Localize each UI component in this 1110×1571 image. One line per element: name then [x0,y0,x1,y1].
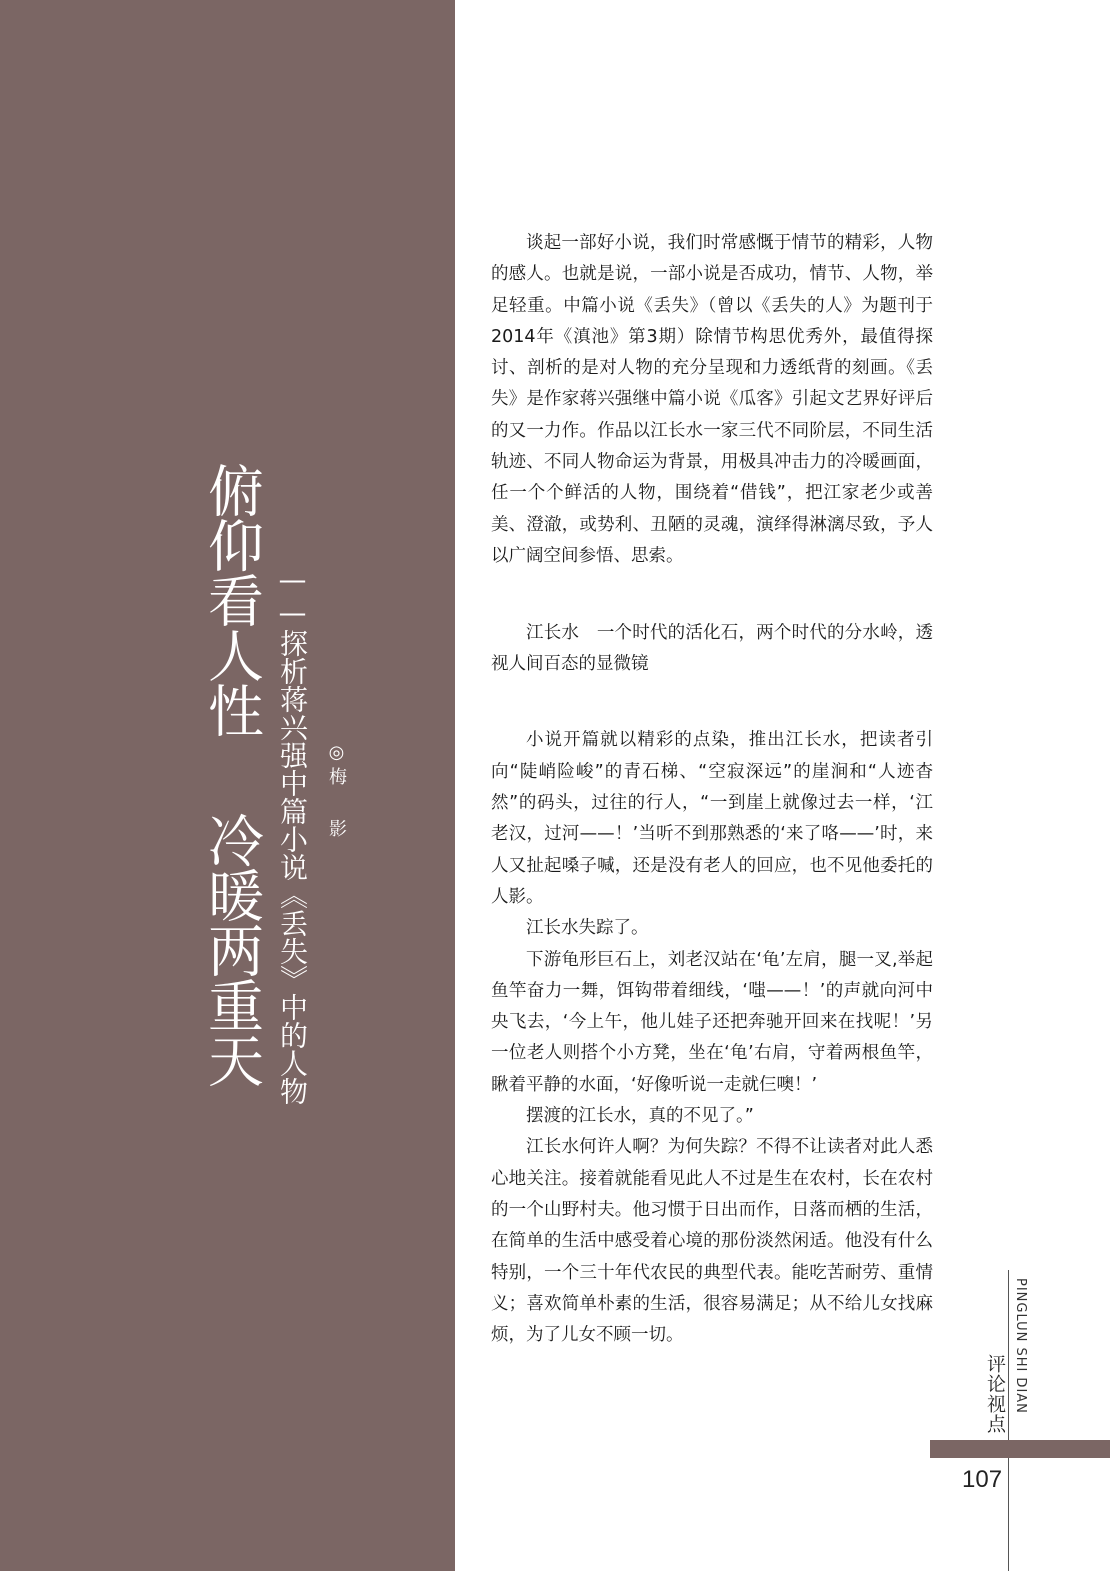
paragraph: 江长水何许人啊？为何失踪？不得不让读者对此人悉心地关注。接着就能看见此人不过是生在农村，长在农村的一个山野村夫。他习惯于日出而作，日落而栖的生活，在简单的生活中感受着心境的那份淡然闲适。他没有什么特别，一个三十年代农民的典型代表。能吃苦耐劳、重情义；喜欢简单朴素的生活，很容易满足；从不给儿女找麻烦，为了儿女不顾一切。 [491,1137,933,1346]
paragraph: 下游龟形巨石上，刘老汉站在‘龟’左肩，腿一叉,举起鱼竿奋力一舞，饵钩带着细线，‘嗤——！’的声就向河中央飞去，‘今上午，他儿娃子还把奔驰开回来在找呢！’另一位老人则搭个小方凳，坐在‘龟’右肩，守着两根鱼竿，瞅着平静的水面，‘好像听说一走就仨噢！’ [491,949,933,1095]
article-body [491,228,933,1351]
author-byline [325,742,347,841]
page-number: 107 [962,1466,1003,1493]
paragraph: 江长水失踪了。 [526,918,649,939]
article-title-line2: 冷暖两重天 [199,812,264,1087]
paragraph: 谈起一部好小说，我们时常感慨于情节的精彩，人物的感人。也就是说，一部小说是否成功，情节、人物，举足轻重。中篇小说《丢失》（曾以《丢失的人》为题刊于2014年《滇池》第3期）除情节构思优秀外，最值得探讨、剖析的是对人物的充分呈现和力透纸背的刻画。《丢失》是作家蒋兴强继中篇小说《瓜客》引起文艺界好评后的又一力作。作品以江长水一家三代不同阶层，不同生活轨迹、不同人物命运为背景，用极具冲击力的冷暖画面，任一个个鲜活的人物，围绕着“借钱”，把江家老少或善美、澄澈，或势利、丑陋的灵魂，演绎得淋漓尽致，予人以广阔空间参悟、思索。 [491,233,933,566]
section-pinyin: PINGLUN SHI DIAN [1013,1278,1028,1414]
section-label: 评论视点 [984,1354,1006,1434]
author-mark: ◎梅 [326,742,347,789]
section-heading: 江长水 一个时代的活化石，两个时代的分水岭，透视人间百态的显微镜 [491,622,933,674]
paragraph: 小说开篇就以精彩的点染，推出江长水，把读者引向“陡峭险峻”的青石梯、“空寂深远”的崖涧和“人迹杳然”的码头，过往的行人，“一到崖上就像过去一样，‘江老汉，过河——！’当听不到那熟悉的‘来了咯——’时，来人又扯起嗓子喊，还是没有老人的回应，也不见他委托的人影。 [491,730,933,907]
title-panel [0,0,455,1571]
author-name: 影 [326,819,347,841]
article-title-line1: 俯仰看人性 [199,462,264,737]
paragraph: 摆渡的江长水，真的不见了。” [526,1106,754,1127]
section-color-bar [930,1440,1110,1458]
article-subtitle: ——探析蒋兴强中篇小说《丢失》中的人物 [276,563,309,1105]
